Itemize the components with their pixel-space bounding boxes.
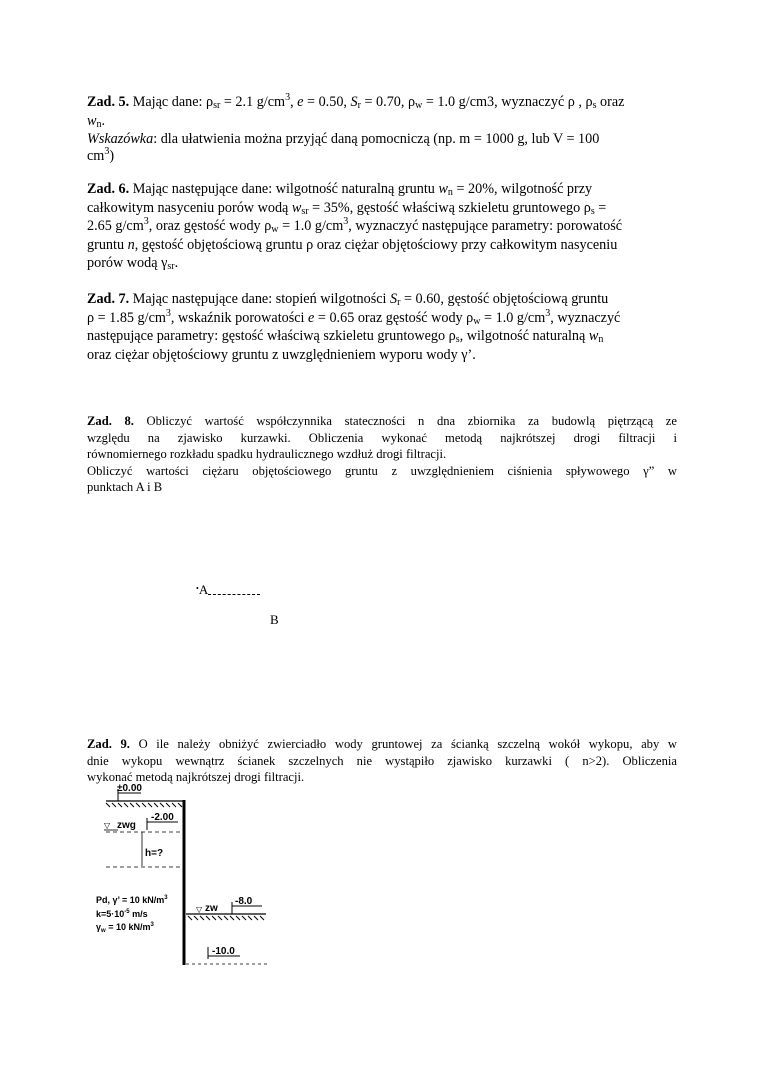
task-9-line-1: Zad. 9. O ile należy obniżyć zwierciadło wody gruntowej za ścianką szczelną wokół wykopu, aby w	[87, 737, 677, 751]
task-7-label: Zad. 7.	[87, 291, 130, 307]
task-6-line-2: całkowitym nasyceniu porów wodą $w_{sr} = 35\%$, gęstość właściwą szkieletu gruntowego $\rho_s$ =	[87, 199, 607, 217]
task-8-line-1: Zad. 8. Obliczyć wartość współczynnika stateczności n dna zbiornika za budowlą piętrzącą ze	[87, 414, 677, 428]
h-label: h=?	[145, 848, 164, 859]
task-7-line-1: Zad. 7. Mając następujące dane: stopień wilgotności $S_r = 0.60$, gęstość objętościową gruntu	[87, 291, 609, 308]
task-5-hint: Wskazówka: dla ułatwienia można przyjąć daną pomocniczą (np. m = 1000 g, lub V = 100	[87, 131, 600, 148]
task-8-line-4: Obliczyć wartości ciężaru objętościowego gruntu z uwzględnieniem ciśnienia spływowego γ” w	[87, 463, 677, 478]
zw-label: zw	[205, 903, 218, 914]
zwg-label: zwg	[117, 820, 136, 831]
gamma-w-param: $\gamma_w = 10$ $kN/m^3$	[96, 922, 154, 934]
ground-surface-hatch	[106, 801, 183, 807]
level-10-label: -10.0	[212, 946, 235, 957]
excavation-bottom-hatch	[186, 914, 266, 920]
task-6-line-5: porów wodą $\gamma_{sr}$.	[87, 255, 179, 273]
task-8-line-2: względu na zjawisko kurzawki. Obliczenia wykonać metodą najkrótszej drogi filtracji i	[87, 430, 677, 445]
point-a-label: •A	[196, 582, 209, 597]
task-6-line-1: Zad. 6. Mając następujące dane: wilgotność naturalną gruntu $w_n = 20\%$, wilgotność przy	[87, 181, 593, 198]
zw-marker-icon: ▽	[196, 905, 203, 914]
task-6-label: Zad. 6.	[87, 181, 130, 197]
task-5-line-2: $w_n$.	[87, 112, 106, 130]
k-param: $k=5\cdot 10^{-5}$ m/s	[96, 909, 148, 919]
zwg-marker-icon: ▽	[104, 821, 111, 830]
point-b-label: B	[270, 612, 279, 627]
task-7-line-4: oraz ciężar objętościowy gruntu z uwzględnieniem wyporu wody γ’.	[87, 346, 476, 363]
task-8-line-5: punktach A i B	[87, 480, 163, 495]
task-9-line-2: dnie wykopu wewnątrz ścianek szczelnych nie wystąpiło zjawisko kurzawki ( n>2). Obliczenia	[87, 753, 677, 768]
task-8-line-3: równomiernego rozkładu spadku hydraulicznego wzdłuż drogi filtracji.	[87, 447, 447, 462]
task-8-label: Zad. 8.	[87, 414, 134, 428]
task-5-hint-line-2: $cm^3$)	[87, 145, 115, 164]
task-7-line-2: ρ = 1.85 $g/cm^3$, wskaźnik porowatości e = 0.65 oraz gęstość wody $\rho_w = 1.0$ $g/cm^3$, wyznaczyć	[87, 307, 621, 327]
level-8-label: -8.0	[235, 896, 253, 907]
task-6-line-4: gruntu n, gęstość objętościową gruntu ρ oraz ciężar objętościowy przy całkowitym nasyceniu	[87, 236, 618, 253]
level-0-label: ±0.00	[117, 783, 142, 794]
pd-param: Pd, γ’ = 10 $kN/m^3$	[96, 895, 168, 905]
task-5-line-1: Zad. 5. Mając dane: $\rho_{sr} = 2.1$ $g/cm^3$, e = 0.50, $S_r = 0.70$, $\rho_w = 1.0$ g/cm3, wyznaczyć ρ , $\rho_s$ oraz	[87, 92, 625, 111]
task-7-line-3: następujące parametry: gęstość właściwą szkieletu gruntowego $\rho_s$, wilgotność naturalną $w_n$	[87, 328, 604, 346]
task-6-line-3: 2.65 $g/cm^3$, oraz gęstość wody $\rho_w = 1.0$ $g/cm^3$, wyznaczyć następujące parametry: porowatość	[87, 216, 623, 236]
task-5-label: Zad. 5.	[87, 94, 130, 110]
task-9-label: Zad. 9.	[87, 737, 130, 751]
task-9-line-3: wykonać metodą najkrótszej drogi filtracji.	[87, 770, 305, 785]
level-2-label: -2.00	[151, 812, 174, 823]
